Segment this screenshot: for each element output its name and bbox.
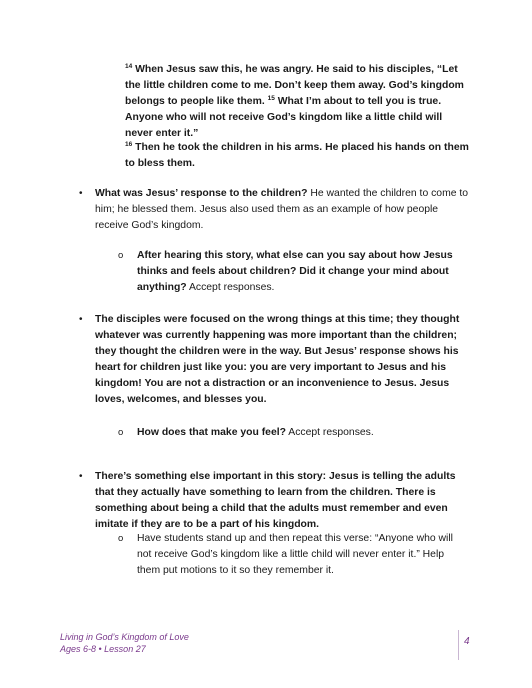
page-number: 4 <box>464 636 470 647</box>
discussion-answer: Accept responses. <box>285 427 374 438</box>
scripture-passage-verses-14-15 <box>125 62 470 142</box>
footer-divider <box>458 630 459 660</box>
discussion-point-disciples-focus <box>95 312 470 408</box>
bullet-marker: • <box>79 188 83 199</box>
footer-curriculum-title: Living in God’s Kingdom of Love <box>60 632 189 642</box>
follow-up-question-jesus-feelings <box>137 248 470 296</box>
discussion-question: What was Jesus’ response to the children? <box>95 188 308 199</box>
bullet-marker: • <box>79 314 83 325</box>
discussion-statement: There’s something else important in this story: Jesus is telling the adults that they actually have something to learn from the children. There is something about being a child that the adults must remember and even imitate if they are to be a part of his kingdom. <box>95 471 456 530</box>
verse-text: What I’m about to tell you is true. Anyone who will not receive God’s kingdom like a little child will never enter it.” <box>125 96 443 139</box>
scripture-passage-verse-16 <box>125 140 470 172</box>
discussion-point-jesus-response <box>95 186 470 234</box>
sub-bullet-marker: o <box>118 250 124 261</box>
activity-text: Have students stand up and then repeat this verse: “Anyone who will not receive God’s kingdom like a little child will never enter it.” Help them put motions to it so they remember it. <box>137 533 453 576</box>
verse-text: When Jesus saw this, he was angry. He said to his disciples, “Let the little children come to me. Don’t keep them away. God’s kingdom belongs to people like them. <box>125 64 464 107</box>
discussion-question: After hearing this story, what else can you say about how Jesus thinks and feels about children? Did it change your mind about anything? <box>137 250 453 293</box>
sub-bullet-marker: o <box>118 427 124 438</box>
verse-number: 15 <box>267 95 275 102</box>
bullet-marker: • <box>79 471 83 482</box>
discussion-answer: He wanted the children to come to him; he blessed them. Jesus also used them as an example of how people receive God’s kingdom. <box>95 188 469 231</box>
activity-instruction-repeat-verse <box>137 531 470 579</box>
footer-lesson-info: Ages 6-8 • Lesson 27 <box>60 644 146 654</box>
verse-text: Then he took the children in his arms. He placed his hands on them to bless them. <box>125 142 469 169</box>
follow-up-question-how-feel <box>137 425 470 441</box>
verse-number: 16 <box>125 141 133 148</box>
verse-number: 14 <box>125 63 133 70</box>
discussion-question: How does that make you feel? <box>137 427 286 438</box>
discussion-point-learn-from-children <box>95 469 470 533</box>
discussion-statement: The disciples were focused on the wrong things at this time; they thought whatever was currently happening was more important than the children; they thought the children were in the way. But Jesus’ response shows his heart for children just like you: you are very important to Jesus and his kingdom! You are not a distraction or an inconvenience to Jesus. Jesus loves, welcomes, and blesses you. <box>95 314 460 405</box>
sub-bullet-marker: o <box>118 533 124 544</box>
discussion-answer: Accept responses. <box>186 282 275 293</box>
